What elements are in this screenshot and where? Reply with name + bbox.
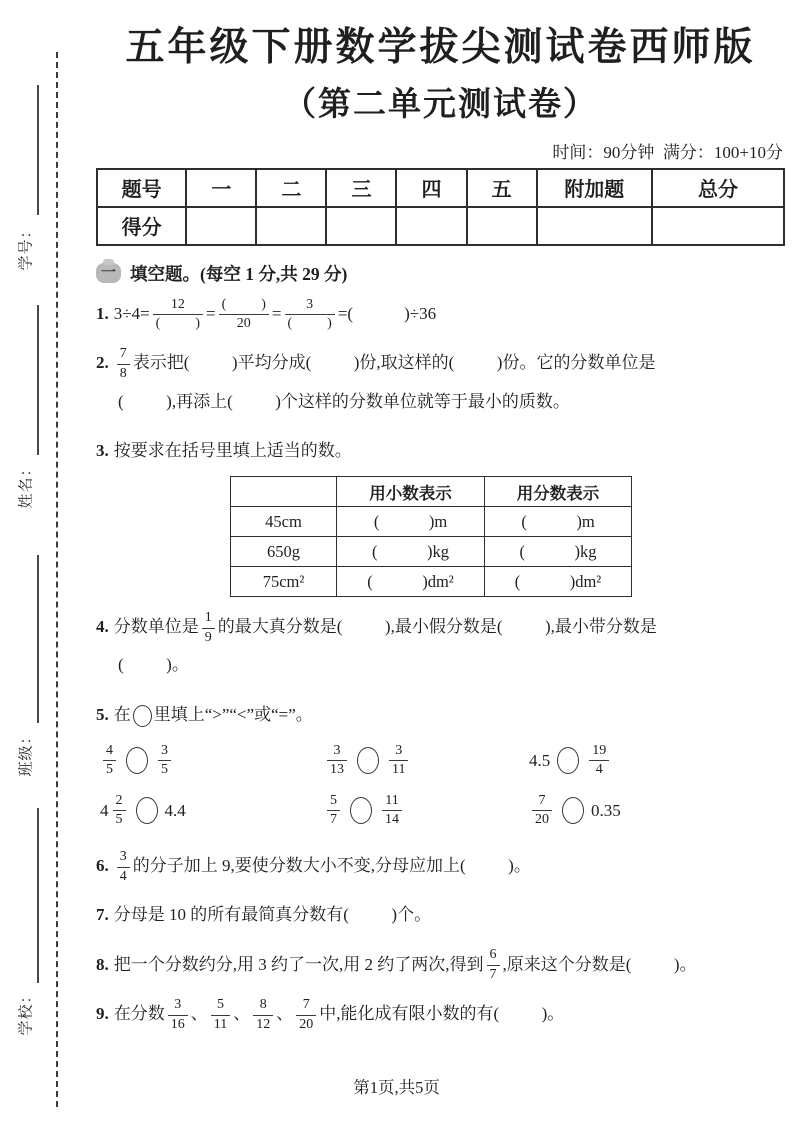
exam-meta: 时间：90分钟 满分：100+10分	[552, 142, 783, 162]
score-header-cell: 三	[326, 169, 396, 207]
section-one-header	[96, 261, 785, 286]
fraction: $\frac{11}{14}$	[382, 793, 402, 830]
question-5	[96, 696, 785, 836]
table-header-cell: 用小数表示	[337, 477, 485, 507]
table-header-cell	[231, 477, 337, 507]
question-body: 按要求在括号里填上适当的数。	[113, 440, 352, 460]
comparison-item	[324, 743, 529, 780]
comparison-item: 4 $\frac{2}{5}$ 4.4	[100, 792, 186, 828]
answer-circle-icon	[136, 797, 158, 824]
fraction: $\frac{5}{7}$	[327, 793, 340, 830]
answer-circle-icon	[350, 797, 372, 824]
question-8	[96, 946, 785, 984]
table-cell: ( )m	[485, 507, 632, 537]
answer-circle-icon	[557, 747, 579, 774]
answer-circle-icon	[562, 797, 584, 824]
question-body: ( ),再添上( )个这样的分数单位就等于最小的质数。	[118, 391, 570, 411]
question-9	[96, 995, 785, 1033]
question-number: 5.	[96, 704, 109, 724]
table-row	[231, 537, 632, 567]
score-cell	[326, 207, 396, 245]
score-header-cell: 题号	[97, 169, 186, 207]
fraction: $\frac{3}{( )}$	[285, 297, 335, 334]
question-body: 把一个分数约分,用 3 约了一次,用 2 约了两次,得到 $\frac{6}{7}$ ,原来这个分数是( )。	[113, 947, 697, 983]
fraction: $\frac{( )}{20}$	[219, 297, 269, 334]
question-body: 3÷4= $\frac{12}{( )}$ = $\frac{( )}{20}$ = $\frac{3}{( )}$ =( )÷36	[113, 296, 437, 332]
table-cell: 75cm²	[231, 567, 337, 597]
fraction: $\frac{1}{9}$	[202, 610, 215, 647]
page-title: 五年级下册数学拔尖测试卷西师版	[125, 26, 756, 69]
score-cell	[537, 207, 652, 245]
name-write-line	[37, 305, 39, 455]
score-cell	[396, 207, 466, 245]
score-cell	[652, 207, 784, 245]
question-body: ( )。	[118, 655, 189, 675]
answer-circle-icon	[126, 747, 148, 774]
answer-circle-icon	[133, 705, 152, 727]
table-cell: ( )kg	[485, 537, 632, 567]
binding-margin	[0, 0, 80, 1122]
score-header-cell: 一	[186, 169, 256, 207]
table-cell: ( )m	[337, 507, 485, 537]
question-body: $\frac{3}{4}$ 的分子加上 9,要使分数大小不变,分母应加上( )。	[114, 856, 531, 875]
question-number: 1.	[96, 303, 109, 323]
question-number: 9.	[96, 1003, 109, 1023]
table-row	[231, 567, 632, 597]
question-body: 在 里填上“>”“<”或“=”。	[114, 705, 313, 724]
fraction: $\frac{3}{16}$	[168, 997, 188, 1034]
score-header-cell: 五	[467, 169, 537, 207]
page-subtitle: （第二单元测试卷）	[283, 86, 598, 123]
paper-content	[80, 0, 793, 1044]
score-header-cell: 总分	[652, 169, 784, 207]
table-cell: 650g	[231, 537, 337, 567]
fraction: $\frac{5}{11}$	[211, 997, 230, 1034]
comparison-item	[100, 743, 324, 780]
fraction: $\frac{4}{5}$	[103, 743, 116, 780]
score-table	[96, 168, 785, 246]
student-id-write-line	[37, 85, 39, 215]
fill-in-blank-questions	[96, 295, 785, 1034]
question-3	[96, 432, 785, 597]
score-cell	[186, 207, 256, 245]
class-write-line	[37, 555, 39, 723]
question-1	[96, 295, 785, 333]
question-body: $\frac{7}{8}$ 表示把( )平均分成( )份,取这样的( )份。它的分数单位是	[114, 353, 656, 372]
score-header-cell: 二	[256, 169, 326, 207]
fraction: $\frac{6}{7}$	[487, 947, 500, 984]
fraction: $\frac{8}{12}$	[253, 997, 273, 1034]
table-row	[231, 507, 632, 537]
question-number: 6.	[96, 855, 109, 875]
comparison-row	[100, 736, 785, 786]
student-id-label: 学号：	[18, 221, 35, 271]
question-number: 3.	[96, 440, 109, 460]
comparison-item	[324, 793, 529, 830]
question-7	[96, 896, 785, 934]
mixed-number: 4 $\frac{2}{5}$	[100, 793, 129, 830]
table-cell: ( )dm²	[485, 567, 632, 597]
answer-circle-icon	[357, 747, 379, 774]
fraction: $\frac{3}{4}$	[117, 849, 130, 886]
fraction: $\frac{3}{5}$	[158, 743, 171, 780]
section-one-title: 填空题。(每空 1 分,共 29 分)	[130, 263, 348, 284]
comparison-grid	[96, 736, 785, 836]
fraction: $\frac{19}{4}$	[589, 743, 609, 780]
score-header-cell: 附加题	[537, 169, 652, 207]
score-header-cell: 四	[396, 169, 466, 207]
question-6	[96, 847, 785, 885]
fraction: $\frac{7}{20}$	[296, 997, 316, 1034]
question-number: 2.	[96, 353, 109, 373]
question-number: 7.	[96, 905, 109, 925]
school-write-line	[37, 808, 39, 983]
fraction: $\frac{12}{( )}$	[153, 297, 203, 334]
dashed-fold-line	[56, 52, 58, 1107]
table-cell: ( )dm²	[337, 567, 485, 597]
fraction: $\frac{3}{13}$	[327, 743, 347, 780]
comparison-item: $\frac{7}{20}$ 0.35	[529, 793, 621, 830]
table-header-row	[231, 477, 632, 507]
question-body: 在分数 $\frac{3}{16}$ 、 $\frac{5}{11}$ 、 $\frac{8}{12}$ 、 $\frac{7}{20}$ 中,能化成有限小数的有( )。	[113, 996, 565, 1032]
comparison-row	[100, 786, 785, 836]
fraction: $\frac{3}{11}$	[389, 743, 408, 780]
comparison-item: 4.5 $\frac{19}{4}$	[529, 743, 612, 780]
question-body: 分母是 10 的所有最简真分数有( )个。	[113, 905, 432, 925]
score-cell	[467, 207, 537, 245]
score-table-header-row	[97, 169, 784, 207]
question-number: 4.	[96, 617, 109, 637]
score-cell	[256, 207, 326, 245]
page-footer: 第1页,共5页	[353, 1078, 440, 1097]
table-header-cell: 用分数表示	[485, 477, 632, 507]
name-label: 姓名：	[18, 459, 35, 509]
table-cell: 45cm	[231, 507, 337, 537]
question-number: 8.	[96, 954, 109, 974]
question-body: 分数单位是 $\frac{1}{9}$ 的最大真分数是( ),最小假分数是( ),最小带分数是	[113, 609, 657, 645]
score-row-label: 得分	[97, 207, 186, 245]
unit-conversion-table	[230, 476, 632, 597]
fraction: $\frac{7}{20}$	[532, 793, 552, 830]
score-table-score-row	[97, 207, 784, 245]
table-cell: ( )kg	[337, 537, 485, 567]
fraction: $\frac{7}{8}$	[117, 346, 130, 383]
fraction: $\frac{2}{5}$	[113, 793, 126, 830]
question-4	[96, 608, 785, 685]
section-one-badge-icon: 一	[96, 263, 121, 283]
class-label: 班级：	[18, 727, 35, 777]
school-label: 学校：	[18, 986, 35, 1036]
question-2	[96, 344, 785, 421]
